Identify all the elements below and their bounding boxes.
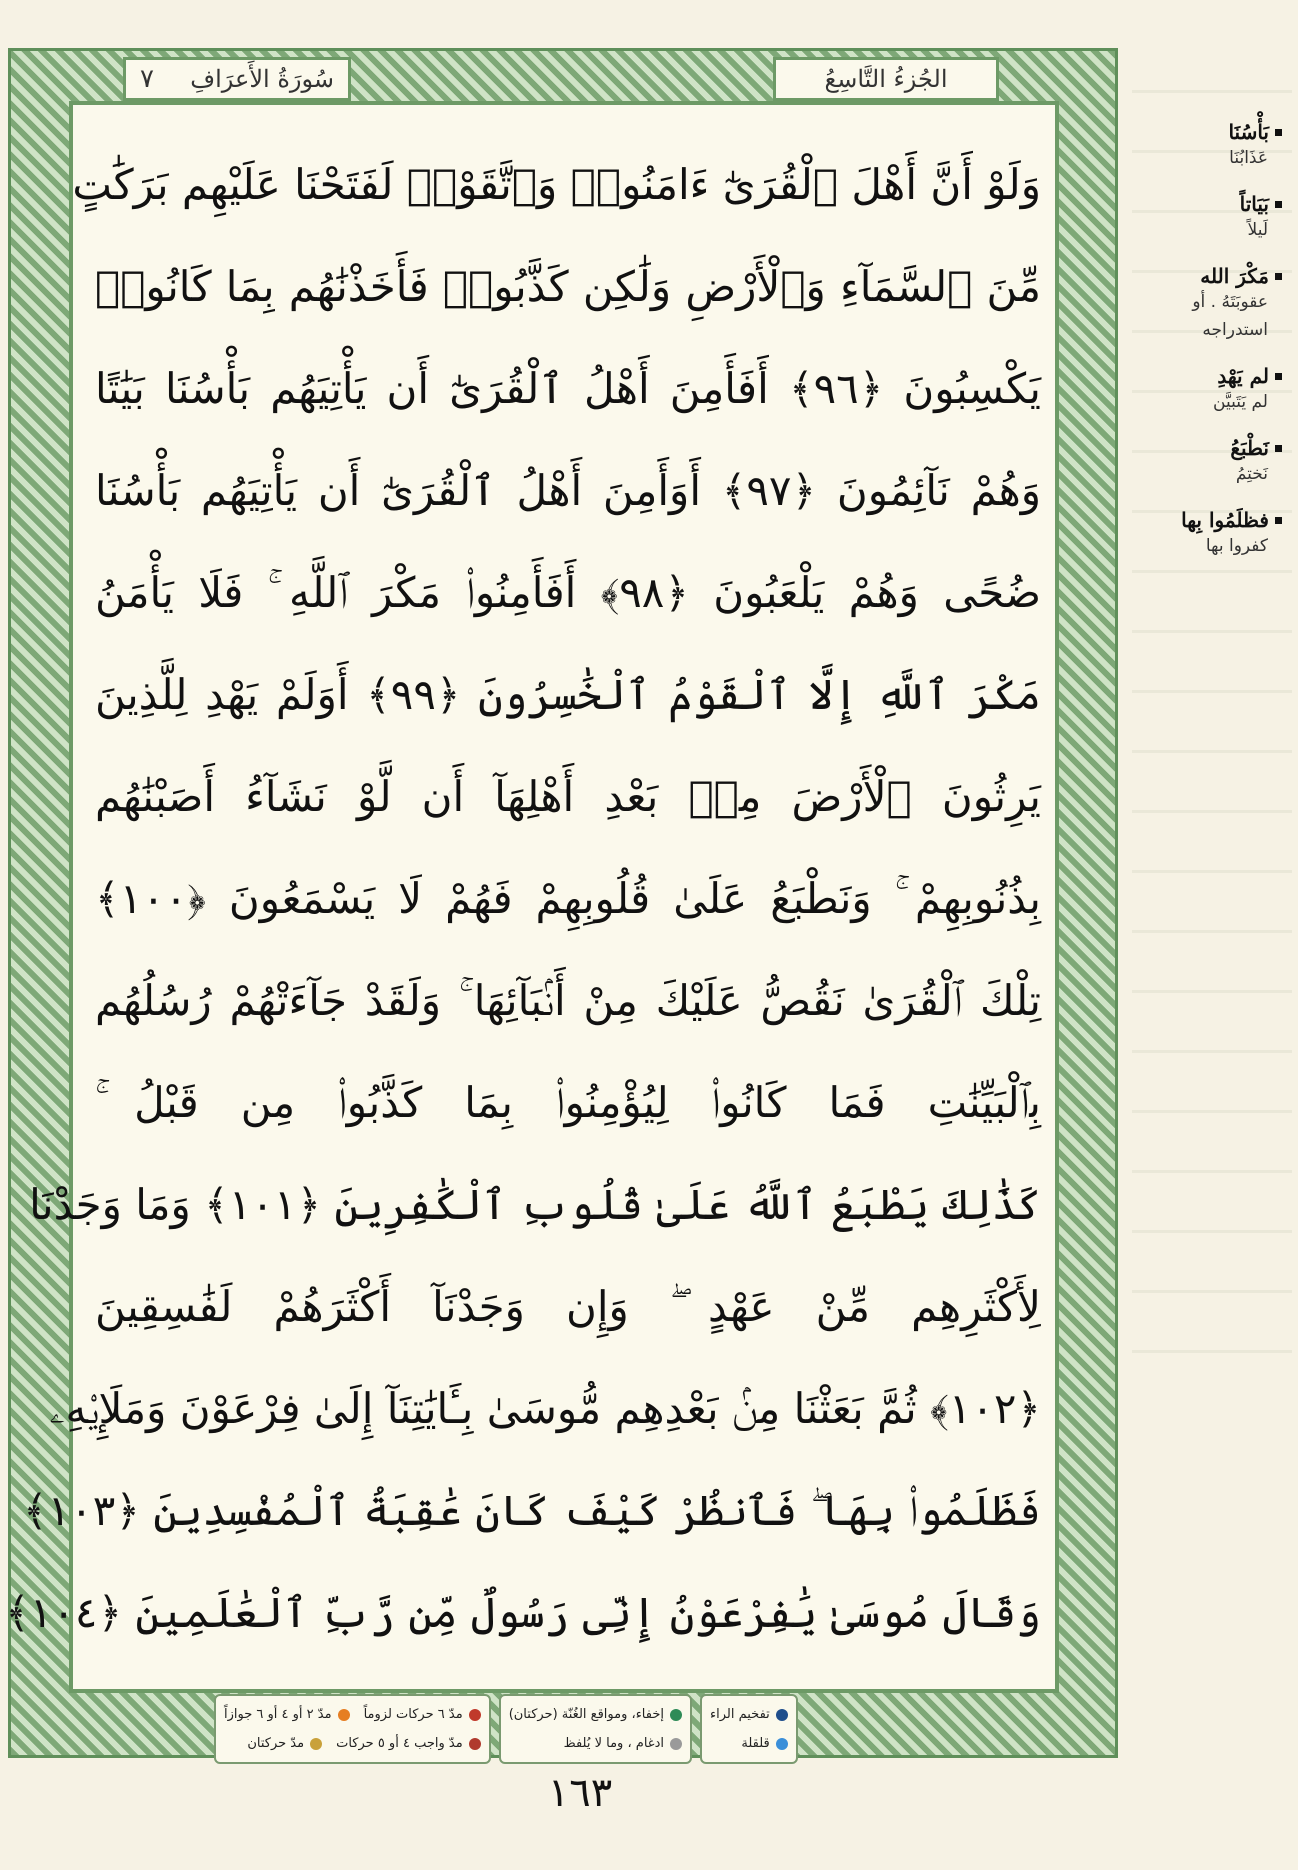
glossary-definition: عَذَابُنَا xyxy=(1229,148,1268,168)
bullet-icon xyxy=(1275,201,1282,208)
darkred-dot-icon xyxy=(469,1738,481,1750)
glossary-definition: كفروا بها xyxy=(1205,536,1268,556)
glossary-definition: عقوبَتَهُ . أو استدراجه xyxy=(1192,292,1268,340)
glossary-item xyxy=(1122,120,1282,172)
bullet-icon xyxy=(1275,129,1282,136)
gold-dot-icon xyxy=(310,1738,322,1750)
tajweed-legend xyxy=(214,1694,914,1764)
verse-line: بِذُنُوبِهِمْ ۚ وَنَطْبَعُ عَلَىٰ قُلُوبِهِمْ فَهُمْ لَا يَسْمَعُونَ ﴿١٠٠﴾ xyxy=(95,874,1041,923)
verse-line: فَظَلَمُوا۟ بِهَا ۖ فَٱنظُرْ كَيْفَ كَانَ عَٰقِبَةُ ٱلْمُفْسِدِينَ ﴿١٠٣﴾ xyxy=(23,1486,1041,1535)
legend-label: قلقلة xyxy=(741,1736,770,1751)
orange-dot-icon xyxy=(338,1709,350,1721)
surah-name: سُورَةُ الأَعرَافِ xyxy=(190,65,334,93)
darkblue-dot-icon xyxy=(776,1709,788,1721)
juz-name: الجُزءُ التَّاسِعُ xyxy=(824,65,948,93)
juz-header xyxy=(773,57,999,101)
surah-header xyxy=(123,57,351,101)
verse-line: مَكْرَ ٱللَّهِ إِلَّا ٱلْقَوْمُ ٱلْخَٰسِرُونَ ﴿٩٩﴾ أَوَلَمْ يَهْدِ لِلَّذِينَ xyxy=(95,670,1041,719)
glossary-item xyxy=(1122,436,1282,488)
bullet-icon xyxy=(1275,373,1282,380)
glossary-definition: نَختِمُ xyxy=(1235,464,1268,484)
text-panel xyxy=(5,101,1059,1693)
verse-line: ضُحًى وَهُمْ يَلْعَبُونَ ﴿٩٨﴾ أَفَأَمِنُوا۟ مَكْرَ ٱللَّهِ ۚ فَلَا يَأْمَنُ xyxy=(95,568,1041,617)
page-number: ١٦٣ xyxy=(547,1770,613,1816)
glossary-term: نَطْبَعُ xyxy=(1230,436,1269,460)
verse-line: ﴿١٠٢﴾ ثُمَّ بَعَثْنَا مِنۢ بَعْدِهِم مُّوسَىٰ بِـَٔايَٰتِنَآ إِلَىٰ فِرْعَوْنَ وَمَلَإِي۟هِۦ xyxy=(49,1384,1041,1433)
verse-line: يَكْسِبُونَ ﴿٩٦﴾ أَفَأَمِنَ أَهْلُ ٱلْقُرَىٰٓ أَن يَأْتِيَهُم بَأْسُنَا بَيَٰتًا xyxy=(95,364,1041,413)
green-dot-icon xyxy=(670,1709,682,1721)
glossary-item xyxy=(1122,192,1282,244)
verse-line: وَلَوْ أَنَّ أَهْلَ ٱلْقُرَىٰٓ ءَامَنُوا۟ وَٱتَّقَوْا۟ لَفَتَحْنَا عَلَيْهِم بَرَكَٰتٍ xyxy=(72,160,1041,209)
legend-label: مدّ حركتان xyxy=(247,1736,305,1751)
legend-box-tafkhim xyxy=(700,1694,798,1764)
blue-dot-icon xyxy=(776,1738,788,1750)
glossary-definition: لَيلاً xyxy=(1247,220,1268,240)
legend-label: مدّ واجب ٤ أو ٥ حركات xyxy=(336,1736,463,1751)
glossary-term: فظلَمُوا بِها xyxy=(1181,508,1269,532)
legend-label: مدّ ٦ حركات لزوماً xyxy=(363,1707,463,1722)
legend-box-ghunna xyxy=(499,1694,692,1764)
verse-line: وَهُمْ نَآئِمُونَ ﴿٩٧﴾ أَوَأَمِنَ أَهْلُ ٱلْقُرَىٰٓ أَن يَأْتِيَهُم بَأْسُنَا xyxy=(95,466,1041,515)
verse-line: كَذَٰلِكَ يَطْبَعُ ٱللَّهُ عَلَىٰ قُلُوبِ ٱلْكَٰفِرِينَ ﴿١٠١﴾ وَمَا وَجَدْنَا xyxy=(29,1180,1041,1229)
bullet-icon xyxy=(1275,273,1282,280)
bullet-icon xyxy=(1275,445,1282,452)
verse-line: وَقَالَ مُوسَىٰ يَٰفِرْعَوْنُ إِنِّى رَسُولٌ مِّن رَّبِّ ٱلْعَٰلَمِينَ ﴿١٠٤﴾ xyxy=(5,1588,1041,1637)
verse-line: تِلْكَ ٱلْقُرَىٰ نَقُصُّ عَلَيْكَ مِنْ أَنۢبَآئِهَا ۚ وَلَقَدْ جَآءَتْهُمْ رُسُلُهُم xyxy=(95,976,1041,1025)
glossary-item xyxy=(1122,264,1282,344)
verse-line: يَرِثُونَ ٱلْأَرْضَ مِنۢ بَعْدِ أَهْلِهَآ أَن لَّوْ نَشَآءُ أَصَبْنَٰهُم xyxy=(95,772,1041,821)
glossary-term: مَكْرَ الله xyxy=(1200,264,1269,288)
legend-box-madd xyxy=(214,1694,491,1764)
gray-dot-icon xyxy=(670,1738,682,1750)
verse-line: بِٱلْبَيِّنَٰتِ فَمَا كَانُوا۟ لِيُؤْمِنُوا۟ بِمَا كَذَّبُوا۟ مِن قَبْلُ ۚ xyxy=(95,1078,1041,1127)
page-frame xyxy=(5,48,1118,1758)
surah-number: ٧ xyxy=(140,64,154,94)
legend-label: مدّ ٢ أو ٤ أو ٦ جوازاً xyxy=(224,1707,332,1722)
verse-area xyxy=(5,135,1041,1663)
glossary-item xyxy=(1122,508,1282,560)
red-dot-icon xyxy=(469,1709,481,1721)
glossary-item xyxy=(1122,364,1282,416)
verse-line: لِأَكْثَرِهِم مِّنْ عَهْدٍ ۖ وَإِن وَجَدْنَآ أَكْثَرَهُمْ لَفَٰسِقِينَ xyxy=(95,1282,1041,1331)
legend-label: ادغام ، وما لا يُلفظ xyxy=(563,1736,664,1751)
glossary-term: بَأْسُنَا xyxy=(1228,120,1269,144)
legend-label: تفخيم الراء xyxy=(710,1707,770,1722)
legend-label: إخفاء، ومواقع الغُنّة (حركتان) xyxy=(508,1707,664,1722)
glossary-term: بَيَاتاً xyxy=(1239,192,1269,216)
glossary-term: لم يَهْدِ xyxy=(1217,364,1269,388)
verse-line: مِّنَ ٱلسَّمَآءِ وَٱلْأَرْضِ وَلَٰكِن كَذَّبُوا۟ فَأَخَذْنَٰهُم بِمَا كَانُوا۟ xyxy=(95,262,1041,311)
glossary-definition: لم يَتَبيَّن xyxy=(1213,392,1268,412)
glossary-sidebar xyxy=(1122,120,1282,580)
bullet-icon xyxy=(1275,517,1282,524)
